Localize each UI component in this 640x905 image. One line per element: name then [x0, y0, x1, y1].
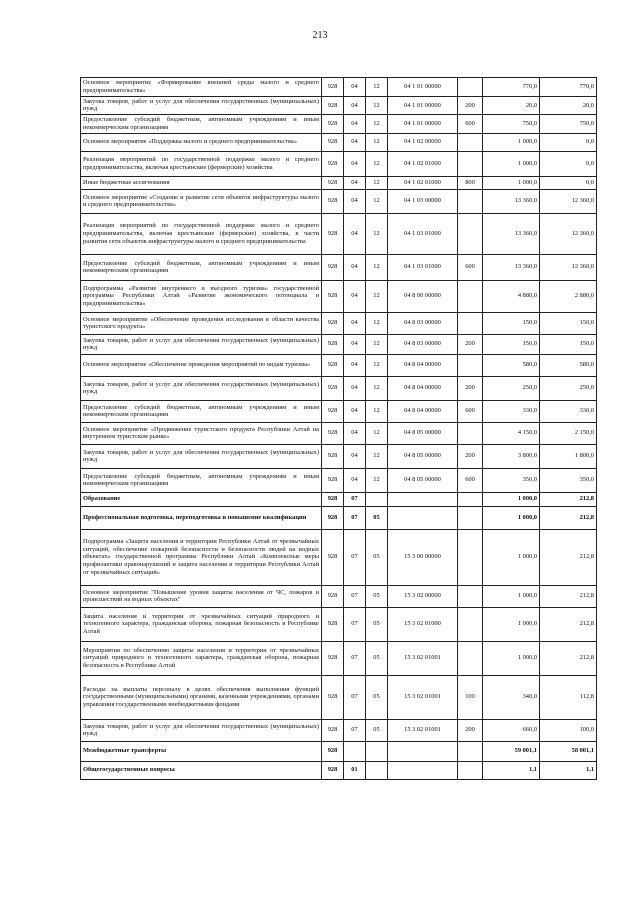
expense-type-cell: 100 — [458, 675, 483, 719]
admin-code-cell: 928 — [322, 133, 344, 151]
amount-first-cell: 330,0 — [483, 400, 540, 422]
expense-type-cell: 600 — [458, 400, 483, 422]
amount-second-cell: 150,0 — [540, 334, 597, 354]
table-row — [81, 492, 597, 506]
expense-type-cell — [458, 607, 483, 641]
section-code-cell: 07 — [344, 641, 366, 675]
section-code-cell: 04 — [344, 376, 366, 400]
table-row — [81, 280, 597, 312]
admin-code-cell: 928 — [322, 529, 344, 585]
table-row — [81, 641, 597, 675]
expense-type-cell: 200 — [458, 96, 483, 115]
expense-type-cell — [458, 189, 483, 213]
target-article-cell: 15 3 00 00000 — [388, 529, 458, 585]
amount-second-cell: 12 360,0 — [540, 213, 597, 254]
subsection-code-cell: 12 — [366, 422, 388, 444]
amount-first-cell: 580,0 — [483, 354, 540, 376]
section-code-cell: 07 — [344, 719, 366, 741]
table-row — [81, 468, 597, 492]
amount-first-cell: 3 800,0 — [483, 444, 540, 468]
amount-second-cell: 20,0 — [540, 96, 597, 115]
section-code-cell: 04 — [344, 254, 366, 280]
section-code-cell: 01 — [344, 761, 366, 779]
amount-second-cell: 330,0 — [540, 400, 597, 422]
table-row — [81, 400, 597, 422]
section-code-cell: 04 — [344, 78, 366, 97]
admin-code-cell: 928 — [322, 213, 344, 254]
subsection-code-cell — [366, 761, 388, 779]
subsection-code-cell: 12 — [366, 176, 388, 189]
table-row — [81, 506, 597, 529]
subsection-code-cell: 05 — [366, 529, 388, 585]
subsection-code-cell: 12 — [366, 468, 388, 492]
amount-second-cell: 1 800,0 — [540, 444, 597, 468]
admin-code-cell: 928 — [322, 607, 344, 641]
expense-name-cell: Реализация мероприятий по государственной поддержке малого и среднего предпринимательства, включая крестьянские (фермерские) хозяйства, в части развития сети объектов инфраструктуры малого и среднего предпринимательства — [81, 213, 322, 254]
target-article-cell — [388, 492, 458, 506]
admin-code-cell: 928 — [322, 585, 344, 607]
target-article-cell: 15 3 02 01001 — [388, 675, 458, 719]
section-code-cell: 04 — [344, 400, 366, 422]
expense-name-cell: Закупка товаров, работ и услуг для обеспечения государственных (муниципальных) нужд — [81, 334, 322, 354]
expense-name-cell: Предоставление субсидий бюджетным, автономным учреждениям и иным некоммерческим организациям — [81, 115, 322, 134]
amount-second-cell: 250,0 — [540, 376, 597, 400]
expense-type-cell — [458, 312, 483, 334]
admin-code-cell: 928 — [322, 96, 344, 115]
section-code-cell: 07 — [344, 675, 366, 719]
target-article-cell: 04 1 03 01000 — [388, 254, 458, 280]
admin-code-cell: 928 — [322, 312, 344, 334]
admin-code-cell: 928 — [322, 422, 344, 444]
amount-first-cell: 150,0 — [483, 334, 540, 354]
section-code-cell: 07 — [344, 492, 366, 506]
admin-code-cell: 928 — [322, 492, 344, 506]
subsection-code-cell — [366, 492, 388, 506]
subsection-code-cell: 12 — [366, 312, 388, 334]
subsection-code-cell: 12 — [366, 189, 388, 213]
admin-code-cell: 928 — [322, 376, 344, 400]
admin-code-cell: 928 — [322, 761, 344, 779]
table-row — [81, 78, 597, 97]
amount-second-cell: 0,0 — [540, 151, 597, 176]
target-article-cell: 04 1 01 00000 — [388, 96, 458, 115]
amount-second-cell: 750,0 — [540, 115, 597, 134]
amount-second-cell: 212,8 — [540, 585, 597, 607]
subsection-code-cell: 12 — [366, 78, 388, 97]
expense-name-cell: Профессиональная подготовка, переподготовка и повышение квалификации — [81, 506, 322, 529]
target-article-cell: 04 8 03 00000 — [388, 334, 458, 354]
amount-first-cell: 59 001,1 — [483, 741, 540, 761]
table-row — [81, 176, 597, 189]
admin-code-cell: 928 — [322, 675, 344, 719]
target-article-cell: 04 1 02 01000 — [388, 151, 458, 176]
table-row — [81, 607, 597, 641]
expense-type-cell: 200 — [458, 376, 483, 400]
section-code-cell: 04 — [344, 133, 366, 151]
table-row — [81, 213, 597, 254]
amount-first-cell: 770,0 — [483, 78, 540, 97]
admin-code-cell: 928 — [322, 176, 344, 189]
section-code-cell: 04 — [344, 280, 366, 312]
target-article-cell — [388, 761, 458, 779]
section-code-cell: 04 — [344, 189, 366, 213]
table-row — [81, 334, 597, 354]
target-article-cell: 04 8 00 00000 — [388, 280, 458, 312]
section-code-cell — [344, 741, 366, 761]
expense-type-cell — [458, 529, 483, 585]
amount-first-cell: 1 000,0 — [483, 585, 540, 607]
subsection-code-cell: 12 — [366, 254, 388, 280]
amount-second-cell: 580,0 — [540, 354, 597, 376]
amount-first-cell: 20,0 — [483, 96, 540, 115]
target-article-cell: 04 8 05 00000 — [388, 468, 458, 492]
table-row — [81, 529, 597, 585]
amount-second-cell: 212,8 — [540, 492, 597, 506]
expense-name-cell: Основное мероприятие «Продвижение туристского продукта Республики Алтай на внутреннем туристском рынке» — [81, 422, 322, 444]
expense-name-cell: Расходы на выплаты персоналу в целях обеспечения выполнения функций государственными (муниципальными) органами, казенными учреждениями, органами управления государственными внебюджетными фондами — [81, 675, 322, 719]
expense-name-cell: Предоставление субсидий бюджетным, автономным учреждениям и иным некоммерческим организациям — [81, 468, 322, 492]
amount-first-cell: 250,0 — [483, 376, 540, 400]
amount-first-cell: 150,0 — [483, 312, 540, 334]
amount-first-cell: 13 360,0 — [483, 213, 540, 254]
amount-second-cell: 112,8 — [540, 675, 597, 719]
target-article-cell: 04 8 04 00000 — [388, 376, 458, 400]
table-row — [81, 96, 597, 115]
subsection-code-cell: 12 — [366, 151, 388, 176]
section-code-cell: 07 — [344, 607, 366, 641]
admin-code-cell: 928 — [322, 189, 344, 213]
table-row — [81, 444, 597, 468]
admin-code-cell: 928 — [322, 719, 344, 741]
admin-code-cell: 928 — [322, 641, 344, 675]
expense-type-cell — [458, 133, 483, 151]
table-row — [81, 189, 597, 213]
subsection-code-cell: 12 — [366, 400, 388, 422]
target-article-cell: 04 1 01 00000 — [388, 115, 458, 134]
subsection-code-cell: 12 — [366, 334, 388, 354]
target-article-cell: 15 3 02 01000 — [388, 607, 458, 641]
amount-second-cell: 58 001,1 — [540, 741, 597, 761]
table-row — [81, 151, 597, 176]
amount-first-cell: 1 000,0 — [483, 506, 540, 529]
amount-second-cell: 2 880,0 — [540, 280, 597, 312]
expense-type-cell: 200 — [458, 444, 483, 468]
amount-first-cell: 750,0 — [483, 115, 540, 134]
expense-type-cell — [458, 354, 483, 376]
subsection-code-cell: 05 — [366, 607, 388, 641]
expense-name-cell: Подпрограмма «Защита населения и территории Республики Алтай от чрезвычайных ситуаций, обеспечение пожарной безопасности и безопасности людей на водных объектах» государственной программы Республики Алтай «Комплексные меры профилактики правонарушений и защита населения и территории Республики Алтай от чрезвычайных ситуаций» — [81, 529, 322, 585]
admin-code-cell: 928 — [322, 444, 344, 468]
amount-first-cell: 1 000,0 — [483, 133, 540, 151]
section-code-cell: 04 — [344, 334, 366, 354]
subsection-code-cell: 12 — [366, 133, 388, 151]
target-article-cell: 04 1 03 00000 — [388, 189, 458, 213]
expense-name-cell: Подпрограмма «Развитие внутреннего и въездного туризма» государственной программы Республики Алтай «Развитие экономического потенциала и предпринимательства» — [81, 280, 322, 312]
expense-type-cell — [458, 761, 483, 779]
table-row — [81, 761, 597, 779]
amount-first-cell: 1 000,0 — [483, 641, 540, 675]
amount-first-cell: 350,0 — [483, 468, 540, 492]
budget-table — [80, 77, 597, 780]
expense-name-cell: Основное мероприятие «Поддержка малого и среднего предпринимательства» — [81, 133, 322, 151]
section-code-cell: 04 — [344, 115, 366, 134]
expense-name-cell: Закупка товаров, работ и услуг для обеспечения государственных (муниципальных) нужд — [81, 719, 322, 741]
admin-code-cell: 928 — [322, 151, 344, 176]
expense-type-cell — [458, 78, 483, 97]
expense-type-cell: 200 — [458, 719, 483, 741]
expense-name-cell: Основное мероприятие «Обеспечение проведения исследования в области качества туристского продукта» — [81, 312, 322, 334]
section-code-cell: 04 — [344, 444, 366, 468]
section-code-cell: 04 — [344, 176, 366, 189]
section-code-cell: 07 — [344, 529, 366, 585]
expense-name-cell: Основное мероприятие «Формирование внешней среды малого и среднего предпринимательства» — [81, 78, 322, 97]
amount-second-cell: 12 360,0 — [540, 254, 597, 280]
table-row — [81, 376, 597, 400]
table-row — [81, 422, 597, 444]
amount-second-cell: 212,8 — [540, 506, 597, 529]
expense-name-cell: Защита населения и территории от чрезвычайных ситуаций природного и техногенного характера, гражданская оборона, пожарная безопасность в Республике Алтай — [81, 607, 322, 641]
table-row — [81, 675, 597, 719]
subsection-code-cell: 12 — [366, 376, 388, 400]
subsection-code-cell: 12 — [366, 444, 388, 468]
amount-first-cell: 4 880,0 — [483, 280, 540, 312]
table-row — [81, 741, 597, 761]
expense-type-cell: 600 — [458, 115, 483, 134]
expense-name-cell: Мероприятия по обеспечению защиты населения и территории от чрезвычайных ситуаций природного и техногенного характера, гражданская оборона, пожарная безопасность в Республике Алтай — [81, 641, 322, 675]
target-article-cell: 15 3 02 01001 — [388, 641, 458, 675]
amount-second-cell: 212,8 — [540, 529, 597, 585]
table-row — [81, 312, 597, 334]
target-article-cell: 04 8 05 00000 — [388, 422, 458, 444]
target-article-cell — [388, 506, 458, 529]
subsection-code-cell: 12 — [366, 115, 388, 134]
amount-first-cell: 660,0 — [483, 719, 540, 741]
amount-first-cell: 13 360,0 — [483, 254, 540, 280]
amount-first-cell: 1 000,0 — [483, 176, 540, 189]
target-article-cell: 04 1 02 00000 — [388, 133, 458, 151]
amount-second-cell: 100,0 — [540, 719, 597, 741]
section-code-cell: 07 — [344, 585, 366, 607]
subsection-code-cell: 12 — [366, 213, 388, 254]
subsection-code-cell — [366, 741, 388, 761]
amount-first-cell: 1,1 — [483, 761, 540, 779]
amount-first-cell: 4 150,0 — [483, 422, 540, 444]
expense-name-cell: Основное мероприятие «Создание и развитие сети объектов инфраструктуры малого и среднего предпринимательства» — [81, 189, 322, 213]
amount-first-cell: 1 000,0 — [483, 607, 540, 641]
target-article-cell: 04 8 03 00000 — [388, 312, 458, 334]
page-number: 213 — [312, 30, 328, 41]
subsection-code-cell: 12 — [366, 96, 388, 115]
expense-name-cell: Закупка товаров, работ и услуг для обеспечения государственных (муниципальных) нужд — [81, 376, 322, 400]
section-code-cell: 04 — [344, 468, 366, 492]
table-row — [81, 254, 597, 280]
table-row — [81, 354, 597, 376]
expense-type-cell — [458, 506, 483, 529]
expense-name-cell: Общегосударственные вопросы — [81, 761, 322, 779]
amount-first-cell: 1 000,0 — [483, 492, 540, 506]
table-row — [81, 585, 597, 607]
expense-type-cell: 200 — [458, 334, 483, 354]
target-article-cell: 04 8 04 00000 — [388, 354, 458, 376]
section-code-cell: 04 — [344, 213, 366, 254]
subsection-code-cell: 12 — [366, 280, 388, 312]
section-code-cell: 07 — [344, 506, 366, 529]
subsection-code-cell: 05 — [366, 675, 388, 719]
expense-type-cell — [458, 641, 483, 675]
expense-name-cell: Предоставление субсидий бюджетным, автономным учреждениям и иным некоммерческим организациям — [81, 400, 322, 422]
subsection-code-cell: 05 — [366, 506, 388, 529]
section-code-cell: 04 — [344, 312, 366, 334]
expense-type-cell: 600 — [458, 468, 483, 492]
section-code-cell: 04 — [344, 96, 366, 115]
amount-second-cell: 12 360,0 — [540, 189, 597, 213]
admin-code-cell: 928 — [322, 741, 344, 761]
amount-second-cell: 0,0 — [540, 176, 597, 189]
admin-code-cell: 928 — [322, 468, 344, 492]
table-row — [81, 115, 597, 134]
expense-type-cell: 800 — [458, 176, 483, 189]
expense-type-cell — [458, 492, 483, 506]
subsection-code-cell: 05 — [366, 585, 388, 607]
amount-second-cell: 0,0 — [540, 133, 597, 151]
amount-second-cell: 212,8 — [540, 641, 597, 675]
target-article-cell: 04 1 03 01000 — [388, 213, 458, 254]
table-row — [81, 719, 597, 741]
table-body — [81, 78, 597, 780]
expense-name-cell: Закупка товаров, работ и услуг для обеспечения государственных (муниципальных) нужд — [81, 444, 322, 468]
target-article-cell: 04 1 01 00000 — [388, 78, 458, 97]
subsection-code-cell: 05 — [366, 719, 388, 741]
amount-first-cell: 1 000,0 — [483, 529, 540, 585]
amount-second-cell: 770,0 — [540, 78, 597, 97]
expense-type-cell: 600 — [458, 254, 483, 280]
target-article-cell: 15 3 02 01001 — [388, 719, 458, 741]
target-article-cell: 04 8 04 00000 — [388, 400, 458, 422]
expense-type-cell — [458, 741, 483, 761]
section-code-cell: 04 — [344, 422, 366, 444]
admin-code-cell: 928 — [322, 78, 344, 97]
expense-name-cell: Межбюджетные трансферты — [81, 741, 322, 761]
admin-code-cell: 928 — [322, 254, 344, 280]
subsection-code-cell: 12 — [366, 354, 388, 376]
amount-second-cell: 212,8 — [540, 607, 597, 641]
expense-type-cell — [458, 585, 483, 607]
amount-first-cell: 13 360,0 — [483, 189, 540, 213]
table-row — [81, 133, 597, 151]
target-article-cell — [388, 741, 458, 761]
amount-first-cell: 340,0 — [483, 675, 540, 719]
section-code-cell: 04 — [344, 151, 366, 176]
expense-name-cell: Основное мероприятие «Обеспечение проведения мероприятий по видам туризма» — [81, 354, 322, 376]
admin-code-cell: 928 — [322, 280, 344, 312]
expense-type-cell — [458, 280, 483, 312]
expense-type-cell — [458, 151, 483, 176]
target-article-cell: 04 8 05 00000 — [388, 444, 458, 468]
target-article-cell: 15 3 02 00000 — [388, 585, 458, 607]
expense-name-cell: Реализация мероприятий по государственной поддержке малого и среднего предпринимательства, включая крестьянские (фермерские) хозяйства — [81, 151, 322, 176]
admin-code-cell: 928 — [322, 115, 344, 134]
admin-code-cell: 928 — [322, 354, 344, 376]
target-article-cell: 04 1 02 01000 — [388, 176, 458, 189]
subsection-code-cell: 05 — [366, 641, 388, 675]
admin-code-cell: 928 — [322, 506, 344, 529]
expense-type-cell — [458, 422, 483, 444]
amount-second-cell: 2 150,0 — [540, 422, 597, 444]
expense-name-cell: Основное мероприятие "Повышение уровня защиты населения от ЧС, пожаров и происшествий на водных объектах" — [81, 585, 322, 607]
amount-second-cell: 150,0 — [540, 312, 597, 334]
expense-name-cell: Закупка товаров, работ и услуг для обеспечения государственных (муниципальных) нужд — [81, 96, 322, 115]
admin-code-cell: 928 — [322, 400, 344, 422]
expense-name-cell: Иные бюджетные ассигнования — [81, 176, 322, 189]
admin-code-cell: 928 — [322, 334, 344, 354]
expense-name-cell: Предоставление субсидий бюджетным, автономным учреждениям и иным некоммерческим организациям — [81, 254, 322, 280]
expense-type-cell — [458, 213, 483, 254]
amount-second-cell: 1,1 — [540, 761, 597, 779]
section-code-cell: 04 — [344, 354, 366, 376]
expense-name-cell: Образование — [81, 492, 322, 506]
amount-first-cell: 1 000,0 — [483, 151, 540, 176]
amount-second-cell: 350,0 — [540, 468, 597, 492]
